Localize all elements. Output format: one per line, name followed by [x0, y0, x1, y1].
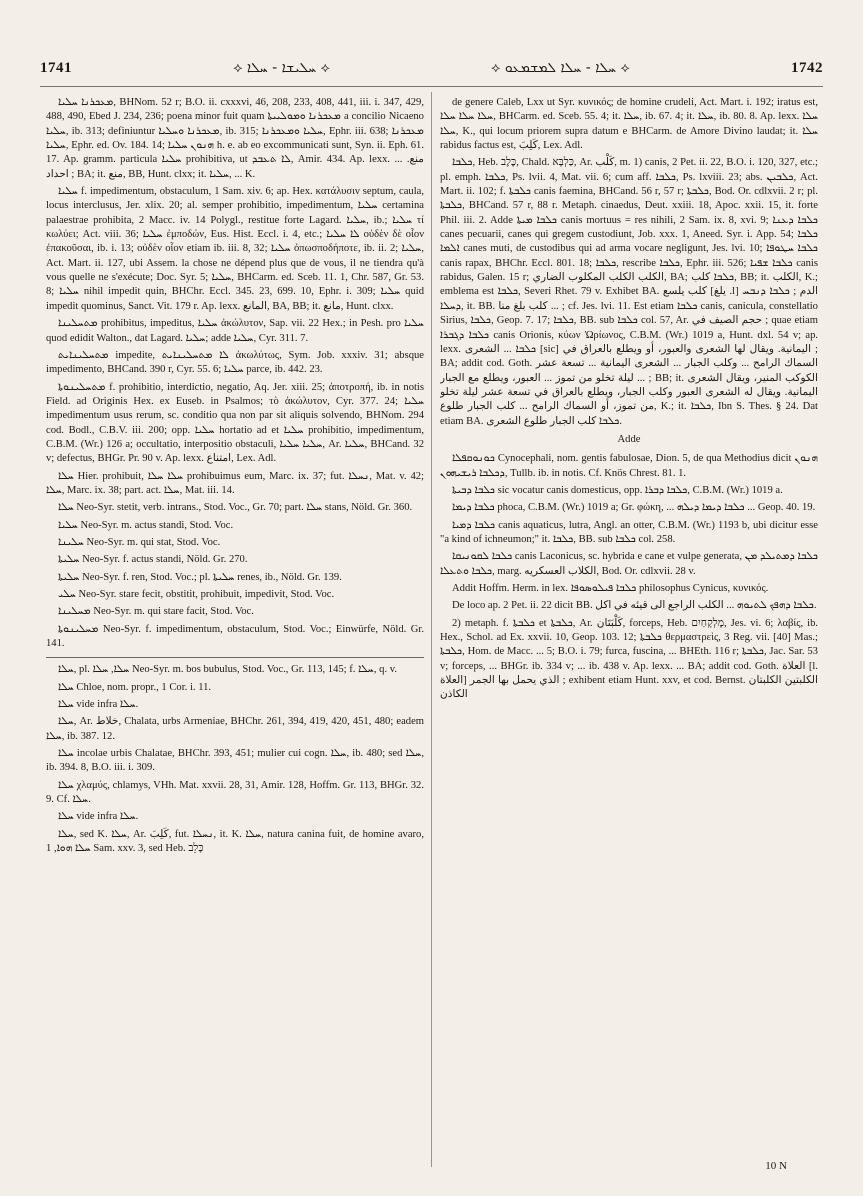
dictionary-entry: ܡܬܚܠܝܢܘܬܐ f. prohibitio, interdictio, negatio, Aq. Jer. xiii. 25; ἀποτροπή, ib. in notis Field. ad Originis Hex. ex Euseb. in Psalmos; τὸ ἀκώλυτον, Cyr. 377. 24; ܚܠܝܐ impedimentum usus rerum, sc. conditio qua non par sit aliquis solvendo, BHNom. 294 cod. Bodl., C.B.V. iii. 200; opp. ܚܠܝܐ hortatio ad et ܚܠܝܐ prohibitio, impedimentum, C.B.M. (Wr.) 126 a; occultatio, interpositio obstaculi, ܚܠܝܐ ܚܠܝܐ, Ar. ܚܠܝܐ, BHCand. 32 v; defectus, BHGr. Pr. 90 v. Ap. lexx. امتناع, Lex. Adl. [46, 381, 424, 465]
adde-heading: Adde [617, 433, 641, 445]
dictionary-entry: ܡܬܚܠܝܢܐ prohibitus, impeditus, ܚܠܝܐ ἀκώλυτον, Sap. vii. 22 Hex.; in Pesh. pro ܚܠܝܐ quod edidit Walton., dat Lagard. ܚܠܝܐ; adde ܚܠܝܐ, Cyr. 311. 7. [46, 318, 424, 344]
dictionary-entry: 2) metaph. f. ܟܠܒܬܐ et ܟܠܒܬܐ, Ar. كَلْبَتَان, forceps, Heb. מֶלְקָחַיִם, Jes. vi. 6; λαβίς, ib. Hex., Schol. ad Ex. xxvii. 10, Geop. 103. 12; ܟܠܒܬܐ θερμαστρεὶς, 3 Reg. vii. [40] Mas.; ܟܠܒܬܐ, Hom. de Macc. ... 5; B.O. i. 79; furca, fuscina, ... BHEth. 116 r; ܟܠܒܬܐ, Jac. Sar. 53 v; forceps, ... BHGr. ib. 334 v; ... ib. 438 v. Ap. lexx. ... BA; addit cod. Goth. العلاة [l. العلاة] الذي يحمل بها الجمر ; exhibent etiam Hunt. xxv, et cod. Bernst. الكلبتين الكلبتان الكاذن [440, 617, 818, 701]
column-divider [431, 92, 432, 1167]
dictionary-entry: ܚܠܐ χλαμύς, chlamys, VHh. Mat. xxvii. 28, 31, Amir. 128, Hoffm. Gr. 113, BHGr. 32. 9. Cf. ܚܠܐ. [46, 779, 424, 806]
dictionary-entry: ܚܠܝܬܐ Neo-Syr. f. actus standi, Nöld. Gr. 270. [58, 554, 248, 566]
right-column-lower-entries [440, 452, 818, 703]
signature-mark: 10 N [765, 1160, 787, 1172]
dictionary-entry: ܚܠܐ, sed K. ܚܠܐ, Ar. كَلِبَ, fut. ܢܚܠܐ, it. K. ܚܠܐ, natura canina fuit, de homine avaro, ܚܠܐ ܗܘܐ, 1 Sam. xxv. 3, sed Heb. כָּלֵב [46, 828, 424, 855]
dictionary-entry: ܟܠܒܐ ܠܩܘܢܝܩܐ canis Laconicus, sc. hybrida e cane et vulpe generata, ܟܠܒܐ ܕܡܬܝܠܕ ܡܢ ܟܠܒܐ ܘܬܥܠܐ, marg. الكلاب العسكريه, Bod. Or. cdlxvii. 28 v. [440, 551, 818, 577]
dictionary-entry: ܚܠܐ Hier. prohibuit, ܚܠܐ ܚܠܐ prohibuimus eum, Marc. ix. 37; fut. ܢܚܠܐ, Mat. v. 42; ܚܠܐ, Marc. ix. 38; part. act. ܚܠܐ, Mat. iii. 14. [46, 470, 424, 496]
dictionary-entry: ܚܠܝ Neo-Syr. stare fecit, obstitit, prohibuit, impedivit, Stod. Voc. [58, 589, 335, 600]
dictionary-entry: ܚܠܝܐ f. impedimentum, obstaculum, 1 Sam. xiv. 6; ap. Hex. κατάλυσιν septum, caula, locus interclusus, Jer. xlix. 20; al. semper prohibitio, impedimentum, ܚܠܝܐ certamina palaestrae prohibita, 2 Macc. iv. 14 Polygl., restitue forte Lagard. ܚܠܝܐ, ib.; ܚܠܝܐ τί κωλύει; Act. viii. 36; ܚܠܝܐ ἐμποδών, Eus. Hist. Eccl. i. 4, etc.; ܠܐ ܚܠܝܐ οὐδὲν δὲ οἷον ἐπακοῦσαι, ib. i. 13; οὐδὲν οἷον etiam ib. iii. 8, 32; ܚܠܝܐ ὀπωσποδήποτε, ib. ii. 2; ܚܠܝܐ, Act. Mart. ii. 127, ubi Assem. la chose ne dépend plus que de vous, il ne tiendra qu'à vous quelle ne s'exécute; Doc. Syr. 5; ܚܠܝܐ, BHCarm. ed. Sceb. 11. 1, Chr. 587, Gr. 53. 8; ܚܠܝܐ nihil impedit quin, BHChr. Eccl. 345. 23, 699. 10, Ephr. i. 309; ܚܠܝܐ quid impedit quominus, Sanct. Vit. 179 r. Ap. lexx. المانع, BA, BB; it. مانع, Hunt. clxx. [46, 186, 424, 312]
dictionary-entry: ܚܠܐ vide infra ܚܠܐ. [58, 811, 139, 823]
header-rule [40, 86, 823, 87]
dictionary-entry: ܡܚܠܝܢܘܬܐ Neo-Syr. f. impedimentum, obstaculum, Stod. Voc.; Einwürfe, Nöld. Gr. 141. [46, 623, 424, 650]
dictionary-entry: ܚܠܐ Chloe, nom. propr., 1 Cor. i. 11. [58, 681, 212, 693]
dictionary-entry: ܚܠܐ, pl. ܚܠܐ, ܚܠܐ Neo-Syr. m. bos bubulus, Stod. Voc., Gr. 113, 145; f. ܚܠܐ, q. v. [58, 664, 397, 676]
dictionary-entry: de genere Caleb, Lxx ut Syr. κυνικός; de homine crudeli, Act. Mart. i. 192; iratus est, ܚܠܐ ܚܠܐ ܚܠܐ, BHCarm. ed. Sceb. 55. 4; it. ܚܠܐ, ib. 67. 4; it. ܚܠܐ, ib. 80. 8. Ap. lexx. ܚܠܐ ܚܠܐ, K., qui locum priorem supra datum e BHCarm. de Amore Divino laudat; it. ܚܠܐ rabidus factus est, كَلِبَ, Lex. Adl. [440, 97, 818, 152]
dictionary-entry: ܟܠܒܐ ܕܒܝܬܐ sic vocatur canis domesticus, opp. ܟܠܒܐ ܕܒܪܐ, C.B.M. (Wr.) 1019 a. [452, 484, 783, 496]
left-section-divider [46, 657, 424, 658]
dictionary-entry: ܚܠܝܐ Neo-Syr. m. actus standi, Stod. Voc. [58, 519, 234, 531]
page-number-left: 1741 [40, 59, 72, 76]
dictionary-entry: Addit Hoffm. Herm. in lex. ܟܠܒܐ ܦܝܠܘܣܘܦܐ philosophus Cynicus, κυνικός. [452, 583, 769, 594]
dictionary-entry: ܟܘܢܘܩܦܠܐ Cynocephali, nom. gentis fabulosae, Dion. 5, de qua Methodius dicit ܗܢܘܢ ܕܟܠܒܐ ܪܝܫܝܗܘܢ, Tullb. ib. in notis. Cf. Knös Chrest. 81. 1. [440, 453, 818, 479]
dictionary-entry: ܚܠܐ, Ar. خلاط, Chalata, urbs Armeniae, BHChr. 261, 394, 419, 420, 451, 480; eadem ܚܠܐ, ib. 387. 12. [46, 716, 424, 742]
running-head-left: ⟡ ܚܠܝܫܐ - ܚܠܐ ⟡ [233, 60, 330, 76]
dictionary-entry: ܚܠܐ Neo-Syr. stetit, verb. intrans., Stod. Voc., Gr. 70; part. ܚܠܐ stans, Nöld. Gr. 360. [58, 502, 413, 514]
dictionary-entry: ܚܠܐ vide infra ܚܠܐ. [58, 699, 139, 711]
left-column-lower-entries [46, 663, 424, 856]
dictionary-entry: ܚܠܝܢܐ Neo-Syr. m. qui stat, Stod. Voc. [58, 536, 221, 548]
dictionary-entry: ܡܚܠܝܢܐ Neo-Syr. m. qui stare facit, Stod. Voc. [58, 606, 254, 618]
dictionary-entry: ܚܠܝܬܐ Neo-Syr. f. ren, Stod. Voc.; pl. ܚܠܝܬܐ renes, ib., Nöld. Gr. 139. [58, 571, 342, 583]
page-number-right: 1742 [791, 59, 823, 76]
right-column-entries [440, 96, 818, 429]
dictionary-entry: ܡܥܟܪܢܐ ܚܠܝܐ, BHNom. 52 r; B.O. ii. cxxxvi, 46, 208, 233, 408, 441, iii. i. 347, 429, 488, 490, Ebed J. 234, 236; poena minor fuit quam ܡܥܟܪܢܐ ܘܡܘܠܝܝܬܐ a concilio Nicaeno ܚܠܝܐ, ib. 313; definiuntur ܡܥܟܪܢܐ ܘܚܠܝܐ, ib. 315; ܚܠܝܐ ܘܡܥܟܪܢܐ, Ephr. iii. 638; ܡܥܟܪܢܐ ܚܠܝܐ, Ephr. ed. Ov. 184. 14; ܗܢܘܢ ܚܠܝܐ h. e. ab eo excommunicati sunt, Syn. ii. Eph. 61. 17. Ap. gramm. particula ܚܠܝܐ prohibitiva, ut ܠܐ ܬܥܒܕ, Amir. 434. Ap. lexx. ... منع. احداد ; BA; it. منع, BB, Hunt. clxx; it. ܚܠܝܐ, ... K. [46, 97, 424, 180]
left-column-entries [46, 96, 424, 651]
running-head-right: ⟡ ܚܠܐ - ܚܠܐ ܠܡܫܡܥܘ ⟡ [491, 60, 630, 76]
dictionary-entry: De loco ap. 2 Pet. ii. 22 dicit BB. ܟܠܒܐ ܕܗܦܟ ܠܬܝܘܗ ... الكلب الراجع الى قيئه في اكل. [452, 600, 817, 612]
dictionary-entry: ܟܠܒܐ, Heb. כֶּלֶב, Chald. כַּלְבָּא, Ar. كَلْب, m. 1) canis, 2 Pet. ii. 22, B.O. i. 120, 327, etc.; pl. emph. ܟܠܒܐ, Ps. lvii. 4, Mat. vii. 6; cum aff. ܟܠܒܐ, Ps. lxviii. 23; abs. ܟܠܒܝܢ, Act. Mart. ii. 102; f. ܟܠܒܬܐ canis faemina, BHCand. 56 r, 57 r; ܟܠܒܬܐ, Bod. Or. cdlxvii. 2 r; pl. ܟܠܒܬܐ, BHCand. 57 r, 88 r. Metaph. cinaedus, Deut. xxiii. 18, Apoc. xxii. 15, it. forte Phil. iii. 2. Adde ܟܠܒܐ ܡܝܬܐ canis mortuus = res nihili, 2 Sam. ix. 8, xvi. 9; ܟܠܒܐ ܕܥܢܐ canes pecuarii, canes qui gregem custodiunt, Job. xxx. 1, Aneed. Syr. i. App. 54; ܟܠܒܐ ܐܠܡܐ canes muti, de custodibus qui ad arma vocare negligunt, Jes. lvi. 10; ܟܠܒܐ ܚܛܘܦܐ canis rapax, BHChr. Eccl. 801. 18; ܟܠܒܐ, rescribe ܟܠܒܐ, Ephr. iii. 526; ܟܠܒܐ ܫܦܝܐ canis rabidus, Galen. 15 r; الكلب الكلب المكلوب الضاري, BA; ܟܠܒܐ كلب, BB; it. الكلب, K.; emblema est ܟܠܒܐ, Severi Rhet. 79 v. Exhibet BA. كلب يلسع [يلغ .l] الدم ; ܟܠܒܐ ܕܢܒܚ ܕܚܠܐ, it. BB. كلب بلغ منا ... ; cf. Jes. lvi. 11. Est etiam ܟܠܒܐ canis, canicula, constellatio Sirius, ܟܠܒܐ, Geop. 7. 17; ܟܠܒܐ, BB. sub ܟܠܒܐ col. 57, Ar. حجم الصيف في ; quae etiam ܟܠܒܐ ܕܓܒܪܐ canis Orionis, κύων Ὠρίωνος, C.B.M. (Wr.) 1019 a, Hunt. dxl. 54 v; ap. lexx. ܟܠܒܐ ... الشعرى [sic] اليمانية. ويقال لها الشعرى والعبور، أو ويطلع بالعراق في ; BA; addit cod. Goth. السماك الرامح ... وكلب الجبار ... الشعرى اليمانية ... تسعة عشر ليلة تخلو من تموز ... العبور، ويطلع مع الجبار ... ; BB; it. الكوكب المنير، ويقال الشعرى اليمانية. ويقال له الشعرى العبور وكلب الجبار، ويطلع بالعراق في تسعة عشر ليلة تخلو من تموز، أو السماك الرامح ... كلب الجبار طلوع, K.; it. ܟܠܒܐ, Ibn S. Thes. § 24. Dat etiam BA. ܟܠܒܐ كلب الجبار طلوع الشعرى. [440, 157, 818, 427]
left-column [46, 96, 424, 1166]
right-column [440, 96, 818, 1166]
dictionary-entry: ܟܠܒܐ ܕܡܝܐ canis aquaticus, lutra, Angl. an otter, C.B.M. (Wr.) 1193 b, ubi dicitur esse "a kind of ichneumon;" it. ܟܠܒܐ, BB. sub ܟܠܒܐ col. 258. [440, 519, 818, 545]
dictionary-entry: ܚܠܐ incolae urbis Chalatae, BHChr. 393, 451; mulier cui cogn. ܚܠܐ, ib. 480; sed ܚܠܐ, ib. 394. 8, B.O. iii. i. 309. [46, 748, 424, 774]
page-header [40, 56, 823, 80]
dictionary-entry: ܟܠܒܐ ܕܝܡܐ phoca, C.B.M. (Wr.) 1019 a; Gr. φώκη, ... ܟܠܒܐ ܕܝܡܐ ܕܝܠܗ ... Geop. 40. 19. [452, 502, 816, 514]
dictionary-entry: ܡܬܚܠܝܢܐܝܬ impedite, ܠܐ ܡܬܚܠܝܢܐܝܬ ἀκωλύτως, Sym. Job. xxxiv. 31; absque impedimento, BHCand. 390 r, Cyr. 55. 6; ܚܠܝܐ parce, ib. 442. 23. [46, 349, 424, 376]
